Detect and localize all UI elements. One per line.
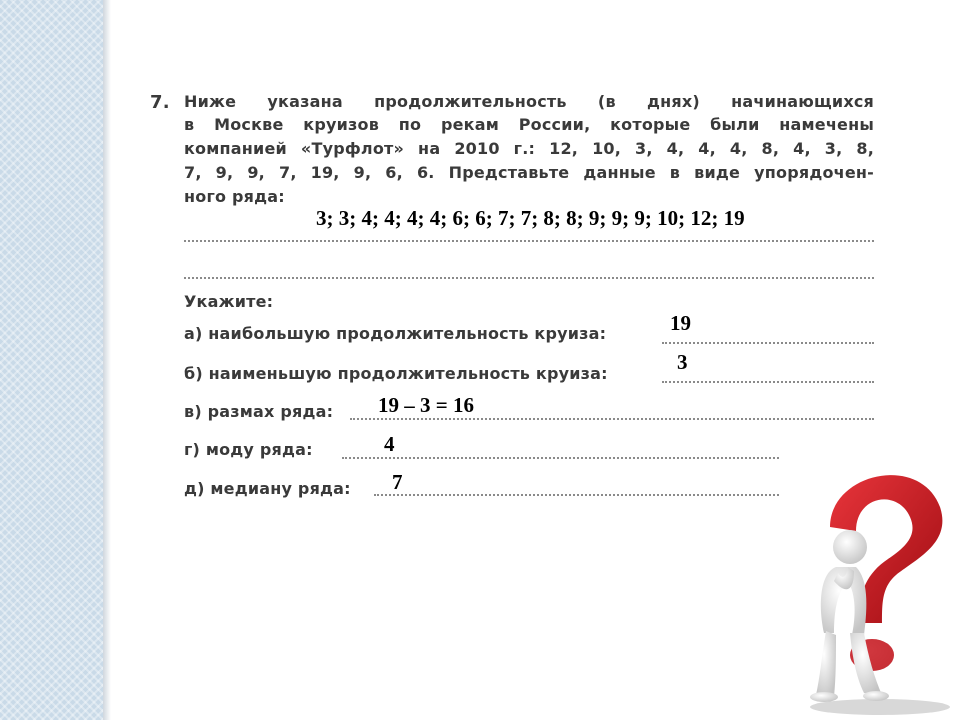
item-b-line bbox=[662, 381, 874, 383]
item-c-answer: 19 – 3 = 16 bbox=[378, 393, 474, 417]
task-number: 7. bbox=[150, 92, 170, 113]
decorative-side-strip bbox=[0, 0, 103, 720]
thinking-figure-question-mark-icon bbox=[790, 455, 960, 720]
task-prompt: Укажите: bbox=[184, 292, 274, 311]
item-c-line bbox=[350, 418, 874, 420]
item-d-label: г) моду ряда: bbox=[184, 440, 313, 459]
item-b-label: б) наименьшую продолжительность круиза: bbox=[184, 364, 608, 383]
answer-line-1 bbox=[184, 240, 874, 242]
item-d-line bbox=[342, 457, 779, 459]
item-e-label: д) медиану ряда: bbox=[184, 479, 351, 498]
item-d-answer: 4 bbox=[384, 432, 395, 456]
item-e-answer: 7 bbox=[392, 470, 403, 494]
task-line-5: ного ряда: bbox=[184, 187, 285, 206]
item-c-label: в) размах ряда: bbox=[184, 402, 334, 421]
task-line-1: Ниже указана продолжительность (в днях) начинающихся bbox=[184, 92, 874, 111]
task-line-2: в Москве круизов по рекам России, которые были намечены bbox=[184, 115, 874, 134]
item-a-label: а) наибольшую продолжительность круиза: bbox=[184, 324, 607, 343]
textbook-task-scan bbox=[150, 84, 890, 524]
side-strip-shadow bbox=[103, 0, 111, 720]
task-line-4: 7, 9, 9, 7, 19, 9, 6, 6. Представьте данные в виде упорядочен- bbox=[184, 163, 874, 182]
answer-line-2 bbox=[184, 277, 874, 279]
item-a-answer: 19 bbox=[670, 311, 691, 335]
task-line-3: компанией «Турфлот» на 2010 г.: 12, 10, 3, 4, 4, 4, 8, 4, 3, 8, bbox=[184, 139, 874, 158]
ordered-series-answer: 3; 3; 4; 4; 4; 4; 6; 6; 7; 7; 8; 8; 9; 9; 9; 10; 12; 19 bbox=[316, 206, 745, 230]
item-b-answer: 3 bbox=[677, 350, 688, 374]
item-e-line bbox=[374, 494, 779, 496]
item-a-line bbox=[662, 342, 874, 344]
